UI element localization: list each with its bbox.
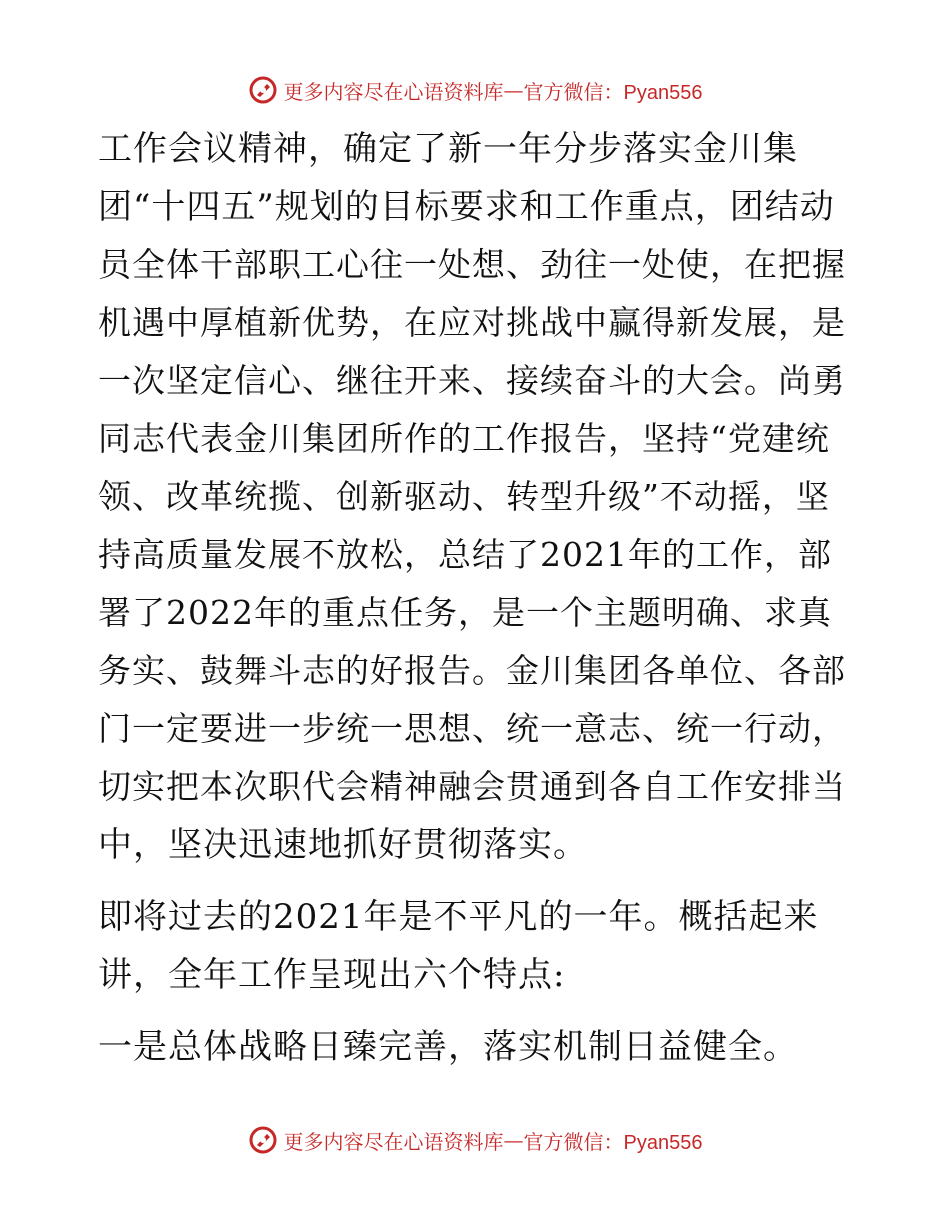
document-body <box>98 120 850 1076</box>
text-line: 门一定要进一步统一思想、统一意志、统一行动， <box>98 709 846 748</box>
text-line: 中，坚决迅速地抓好贯彻落实。 <box>98 825 588 865</box>
paragraph-2 <box>98 888 850 1004</box>
brand-name: 更多内容尽在心语资料库 <box>283 1129 504 1154</box>
text-line: 持高质量发展不放松，总结了2021年的工作，部 <box>98 535 832 574</box>
text-line: 一是总体战略日臻完善，落实机制日益健全。 <box>98 1027 798 1067</box>
banner-dash: — <box>503 1128 524 1152</box>
brand-logo-icon <box>248 75 278 105</box>
paragraph-3 <box>98 1018 850 1076</box>
text-line: 务实、鼓舞斗志的好报告。金川集团各单位、各部 <box>98 651 846 690</box>
paragraph-1 <box>98 120 850 874</box>
text-line: 同志代表金川集团所作的工作报告，坚持“党建统 <box>98 419 830 458</box>
text-line: 切实把本次职代会精神融会贯通到各自工作安排当 <box>98 767 846 806</box>
header-watermark <box>0 70 950 110</box>
text-line: 署了2022年的重点任务，是一个主题明确、求真 <box>98 593 832 632</box>
text-line: 机遇中厚植新优势，在应对挑战中赢得新发展，是 <box>98 303 846 342</box>
text-line: 讲，全年工作呈现出六个特点: <box>98 955 566 995</box>
text-line: 即将过去的2021年是不平凡的一年。概括起来 <box>98 897 819 937</box>
text-line: 领、改革统揽、创新驱动、转型升级”不动摇，坚 <box>98 477 830 516</box>
wechat-id: 官方微信：Pyan556 <box>523 81 703 104</box>
text-line: 工作会议精神，确定了新一年分步落实金川集 <box>98 129 798 169</box>
text-line: 一次坚定信心、继往开来、接续奋斗的大会。尚勇 <box>98 361 846 400</box>
wechat-id: 官方微信：Pyan556 <box>523 1131 703 1154</box>
brand-logo-icon <box>248 1125 278 1155</box>
banner-dash: — <box>503 78 524 102</box>
brand-name: 更多内容尽在心语资料库 <box>283 79 504 104</box>
footer-watermark <box>0 1120 950 1160</box>
text-line: 团“十四五”规划的目标要求和工作重点，团结动 <box>98 187 835 227</box>
text-line: 员全体干部职工心往一处想、劲往一处使，在把握 <box>98 245 846 284</box>
